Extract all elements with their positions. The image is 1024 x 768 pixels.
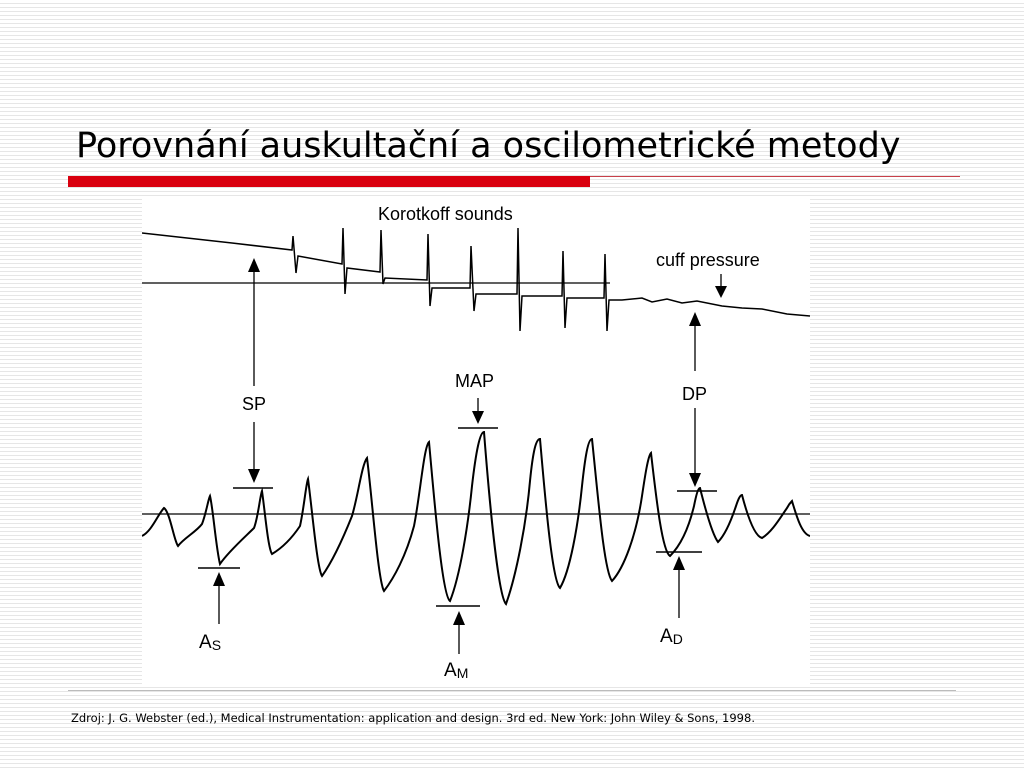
am-arrow-head xyxy=(453,611,465,625)
am-label: AM xyxy=(444,660,469,681)
dp-arrow-down-head xyxy=(689,473,701,487)
cuff-arrow-head xyxy=(715,286,727,298)
title-underline-thin xyxy=(590,176,960,177)
footer-divider xyxy=(68,690,956,691)
dp-label: DP xyxy=(682,384,708,404)
title-underline-red xyxy=(68,176,590,187)
sp-label: SP xyxy=(242,394,267,414)
ad-arrow-head xyxy=(673,556,685,570)
korotkoff-oscillometric-diagram xyxy=(142,196,810,686)
blood-pressure-figure xyxy=(142,196,810,686)
source-citation: Zdroj: J. G. Webster (ed.), Medical Instrumentation: application and design. 3rd ed. New York: John Wiley & Sons, 1998. xyxy=(71,711,755,725)
as-label: AS xyxy=(199,632,222,653)
cuff-pressure-label: cuff pressure xyxy=(656,250,760,270)
sp-arrow-down-head xyxy=(248,469,260,483)
oscillometric-waveform xyxy=(142,432,810,604)
slide-title: Porovnání auskultační a oscilometrické metody xyxy=(76,126,901,166)
cuff-pressure-trace xyxy=(142,228,810,331)
sp-arrow-up-head xyxy=(248,258,260,272)
dp-arrow-up-head xyxy=(689,312,701,326)
map-arrow-head xyxy=(472,411,484,424)
ad-label: AD xyxy=(660,626,683,647)
map-label: MAP xyxy=(455,371,495,391)
as-arrow-head xyxy=(213,572,225,586)
korotkoff-label: Korotkoff sounds xyxy=(378,204,513,224)
